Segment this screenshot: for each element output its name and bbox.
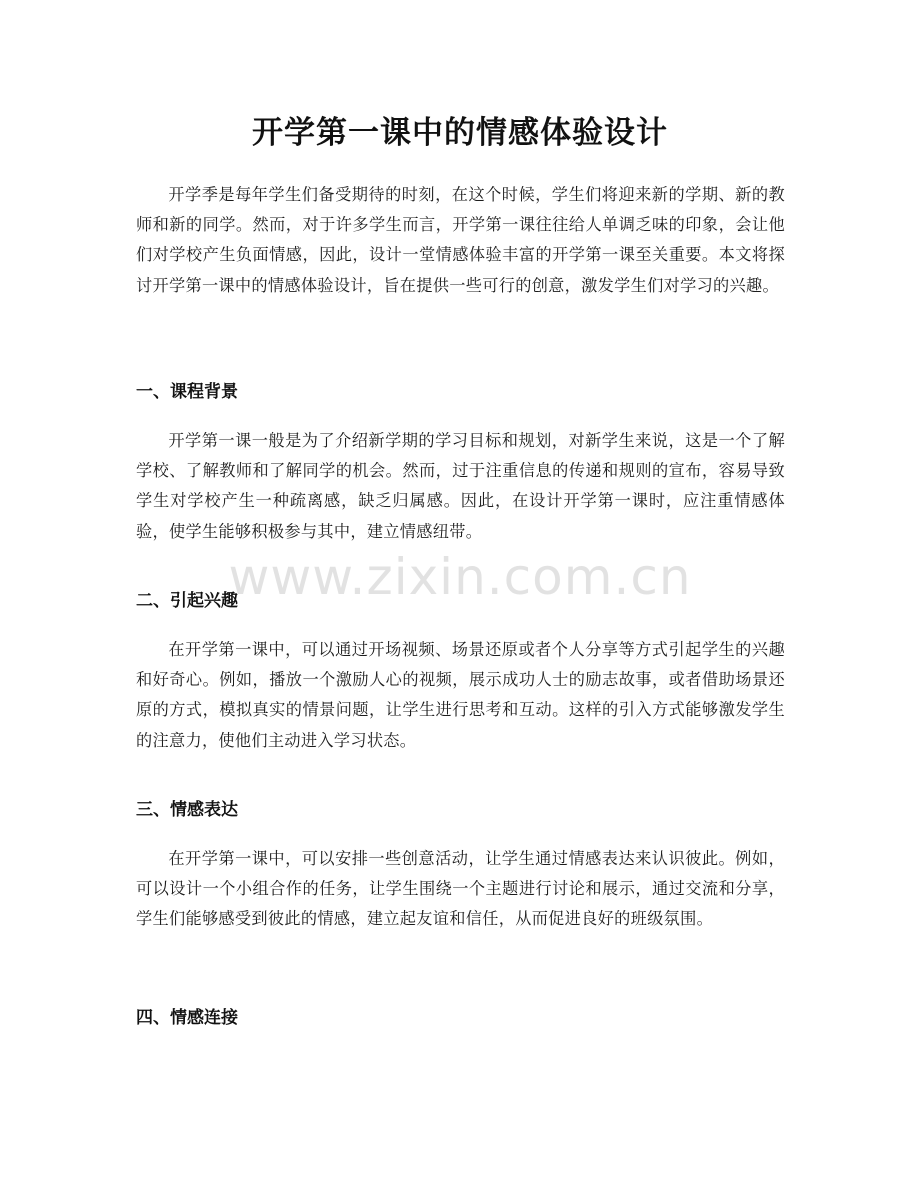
section-heading-connection: 四、情感连接 — [136, 1008, 238, 1028]
watermark: www.zixin.com.cn — [228, 548, 692, 606]
intro-paragraph: 开学季是每年学生们备受期待的时刻，在这个时候，学生们将迎来新的学期、新的教师和新的同学。然而，对于许多学生而言，开学第一课往往给人单调乏味的印象，会让他们对学校产生负面情感，因此，设计一堂情感体验丰富的开学第一课至关重要。本文将探讨开学第一课中的情感体验设计，旨在提供一些可行的创意，激发学生们对学习的兴趣。 — [136, 185, 785, 295]
section-heading-background: 一、课程背景 — [136, 382, 238, 402]
section-body-expression: 在开学第一课中，可以安排一些创意活动，让学生通过情感表达来认识彼此。例如，可以设计一个小组合作的任务，让学生围绕一个主题进行讨论和展示，通过交流和分享，学生们能够感受到彼此的情感，建立起友谊和信任，从而促进良好的班级氛围。 — [136, 849, 785, 929]
section-body-background: 开学第一课一般是为了介绍新学期的学习目标和规划，对新学生来说，这是一个了解学校、了解教师和了解同学的机会。然而，过于注重信息的传递和规则的宣布，容易导致学生对学校产生一种疏离感，缺乏归属感。因此，在设计开学第一课时，应注重情感体验，使学生能够积极参与其中，建立情感纽带。 — [136, 431, 785, 541]
section-heading-expression: 三、情感表达 — [136, 800, 238, 820]
section-heading-interest: 二、引起兴趣 — [136, 591, 238, 611]
section-body-interest: 在开学第一课中，可以通过开场视频、场景还原或者个人分享等方式引起学生的兴趣和好奇心。例如，播放一个激励人心的视频，展示成功人士的励志故事，或者借助场景还原的方式，模拟真实的情景问题，让学生进行思考和互动。这样的引入方式能够激发学生的注意力，使他们主动进入学习状态。 — [136, 640, 785, 750]
document-title: 开学第一课中的情感体验设计 — [252, 115, 668, 151]
